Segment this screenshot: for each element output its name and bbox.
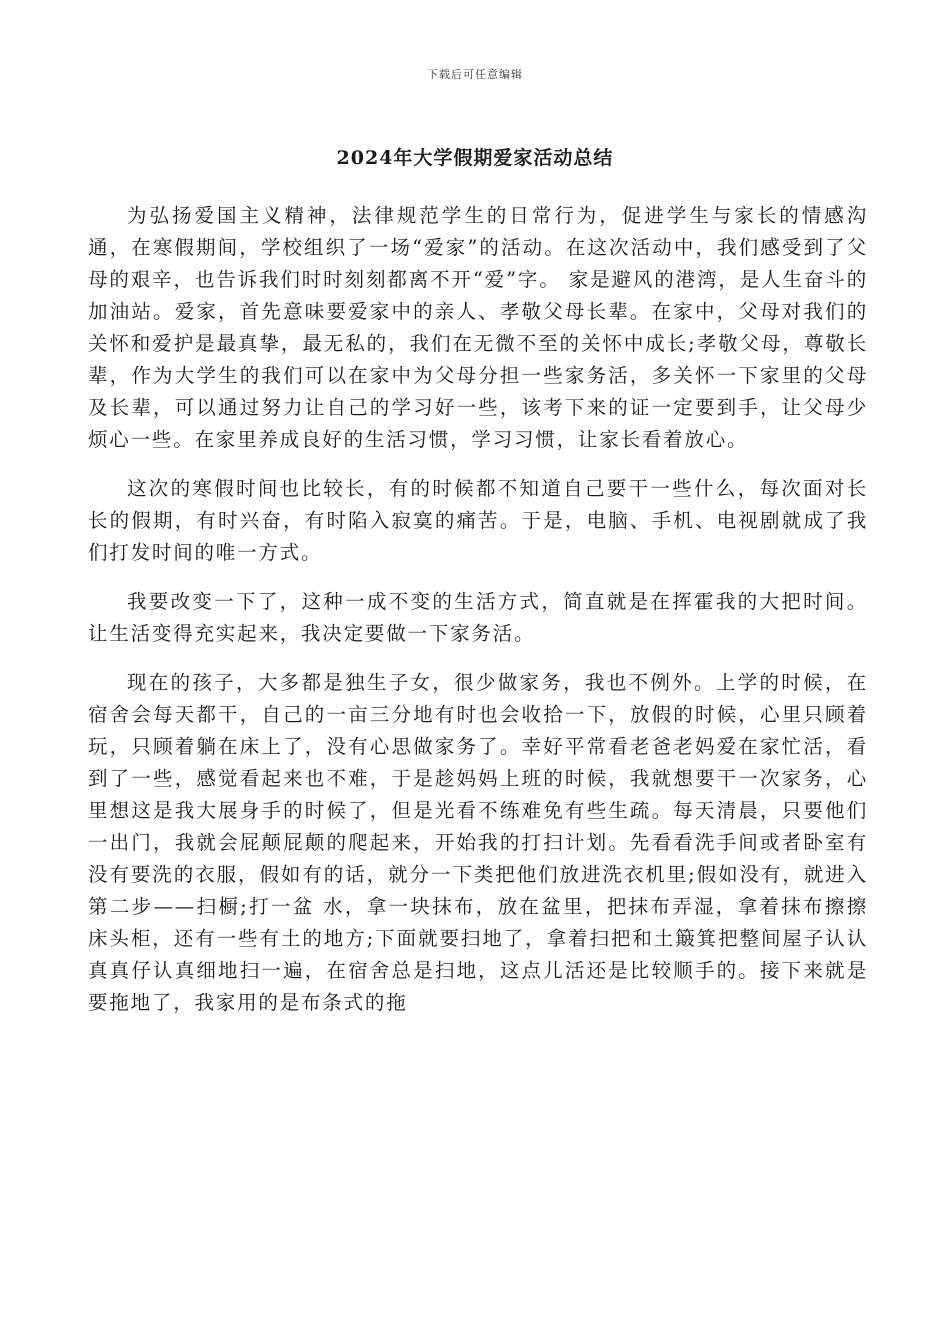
paragraph-1: 为弘扬爱国主义精神，法律规范学生的日常行为，促进学生与家长的情感沟通，在寒假期间，学校组织了一场“爱家”的活动。在这次活动中，我们感受到了父母的艰辛，也告诉我们时时刻刻都离不开“爱”字。 家是避风的港湾，是人生奋斗的加油站。爱家，首先意味要爱家中的亲人、孝敬父母长辈。在家中，父母对我们的关怀和爱护是最真挚，最无私的，我们在无微不至的关怀中成长;孝敬父母，尊敬长辈，作为大学生的我们可以在家中为父母分担一些家务活，多关怀一下家里的父母及长辈，可以通过努力让自己的学习好一些，该考下来的证一定要到手，让父母少烦心一些。在家里养成良好的生活习惯，学习习惯，让家长看着放心。 bbox=[88, 204, 868, 451]
paragraph-2: 这次的寒假时间也比较长，有的时候都不知道自己要干一些什么，每次面对长长的假期，有时兴奋，有时陷入寂寞的痛苦。于是，电脑、手机、电视剧就成了我们打发时间的唯一方式。 bbox=[88, 477, 868, 564]
header-note: 下载后可任意编辑 bbox=[427, 68, 523, 81]
paragraph-4: 现在的孩子，大多都是独生子女，很少做家务，我也不例外。上学的时候，在宿舍会每天都干，自己的一亩三分地有时也会收拾一下，放假的时候，心里只顾着玩，只顾着躺在床上了，没有心思做家务了。幸好平常看老爸老妈爱在家忙活，看到了一些，感觉看起来也不难，于是趁妈妈上班的时候，我就想要干一次家务，心里想这是我大展身手的时候了，但是光看不练难免有些生疏。每天清晨，只要他们一出门，我就会屁颠屁颠的爬起来，开始我的打扫计划。先看看洗手间或者卧室有没有要洗的衣服，假如有的话，就分一下类把他们放进洗衣机里;假如没有，就进入第二步——扫橱;打一盆 水，拿一块抹布，放在盆里，把抹布弄湿，拿着抹布擦擦床头柜，还有一些有土的地方;下面就要扫地了，拿着扫把和土簸箕把整间屋子认认真真仔认真细地扫一遍，在宿舍总是扫地，这点儿活还是比较顺手的。接下来就是要拖地了，我家用的是布条式的拖 bbox=[88, 671, 868, 1014]
paragraph-3: 我要改变一下了，这种一成不变的生活方式，简直就是在挥霍我的大把时间。让生活变得充实起来，我决定要做一下家务活。 bbox=[88, 590, 868, 645]
document-body bbox=[88, 200, 868, 1036]
document-title: 2024年大学假期爱家活动总结 bbox=[336, 147, 614, 169]
